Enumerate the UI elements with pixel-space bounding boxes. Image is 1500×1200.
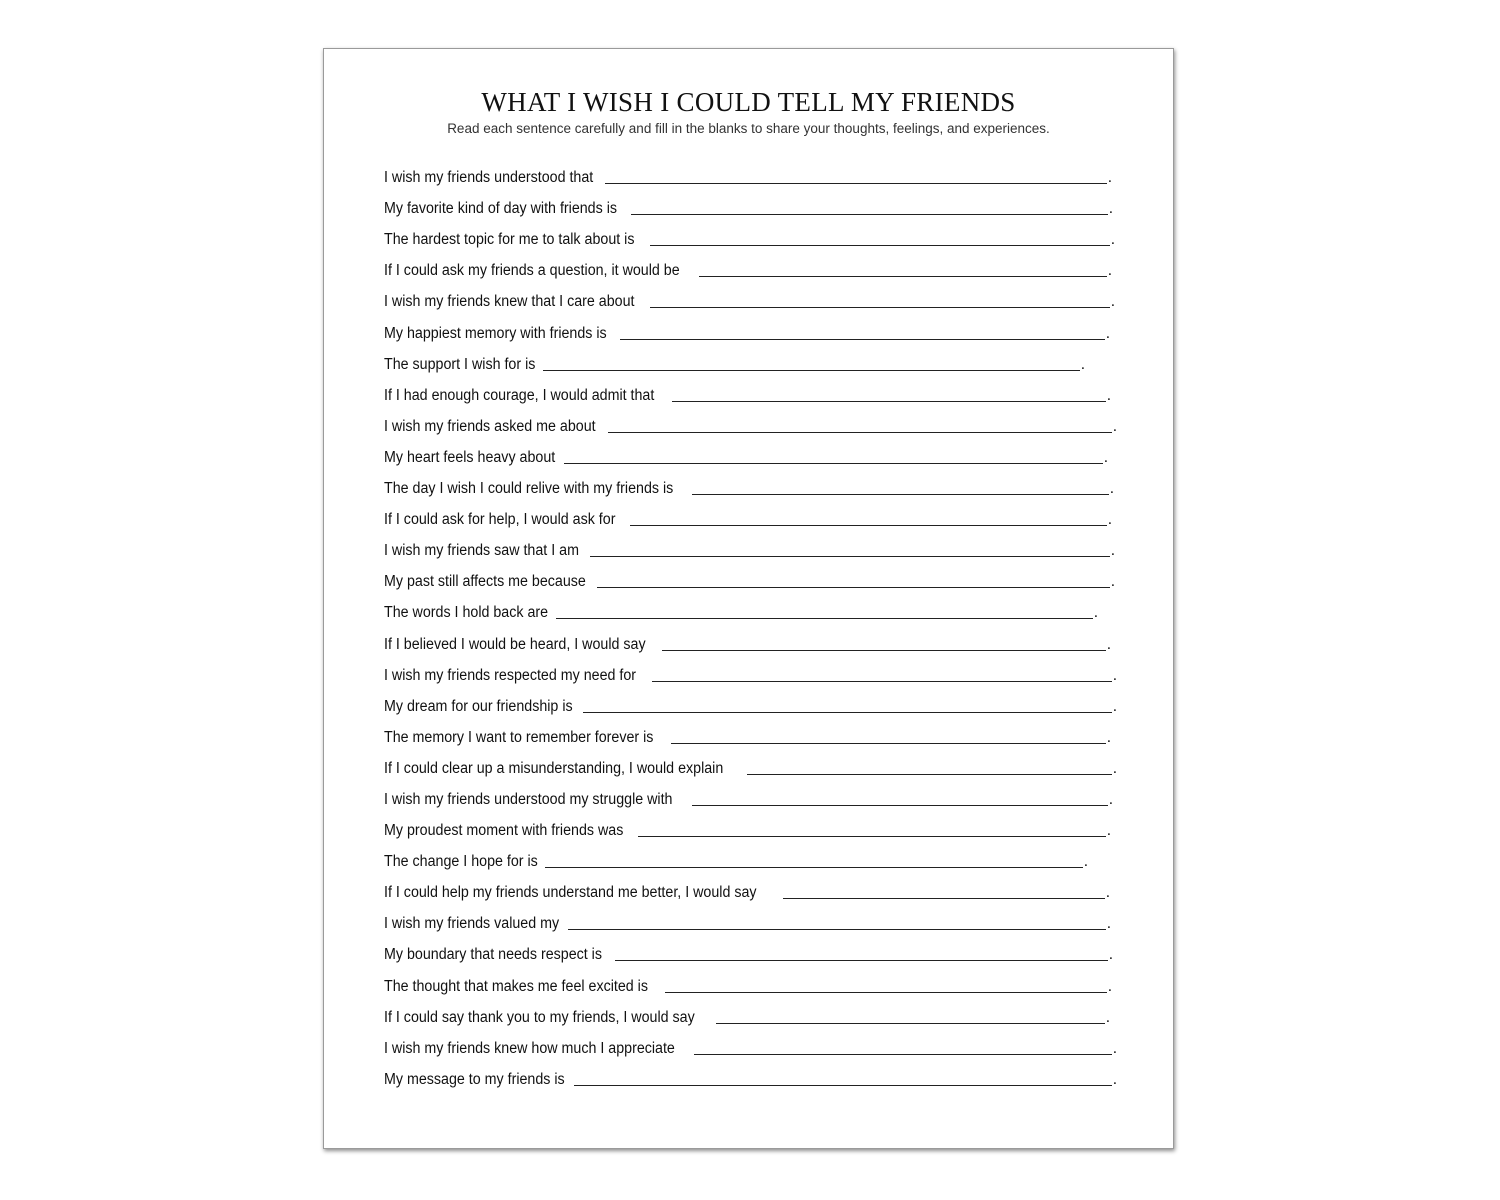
prompt-text: The change I hope for is [384,853,538,871]
sentence-period: . [1107,262,1112,280]
sentence-period: . [1106,386,1111,404]
sentence-period: . [1105,324,1110,342]
fill-in-blank[interactable] [699,275,1106,277]
prompt-row [384,530,1115,561]
prompt-text: I wish my friends asked me about [384,417,596,435]
prompt-text: If I could say thank you to my friends, I would say [384,1008,695,1026]
fill-in-blank[interactable] [605,182,1106,184]
prompt-row [384,437,1115,468]
fill-in-blank[interactable] [650,244,1109,246]
fill-in-blank[interactable] [694,1053,1112,1055]
sentence-period: . [1093,604,1098,622]
sentence-period: . [1083,853,1088,871]
sentence-period: . [1112,697,1117,715]
prompt-text: If I could clear up a misunderstanding, I would explain [384,759,724,777]
prompt-row [384,655,1115,686]
prompt-text: My proudest moment with friends was [384,822,624,840]
prompt-text: The words I hold back are [384,604,549,622]
sentence-period: . [1107,169,1112,187]
fill-in-blank[interactable] [665,991,1107,993]
sentence-period: . [1106,822,1111,840]
prompt-row [384,468,1115,499]
prompt-text: My dream for our friendship is [384,697,573,715]
sentence-period: . [1107,977,1112,995]
sentence-period: . [1110,231,1115,249]
fill-in-blank[interactable] [662,649,1105,651]
prompt-text: The support I wish for is [384,355,536,373]
fill-in-blank[interactable] [543,369,1080,371]
sentence-period: . [1110,573,1115,591]
prompt-text: My message to my friends is [384,1070,565,1088]
fill-in-blank[interactable] [545,866,1083,868]
fill-in-blank[interactable] [597,586,1109,588]
prompt-row [384,344,1115,375]
prompt-text: If I believed I would be heard, I would say [384,635,646,653]
prompt-text: If I had enough courage, I would admit that [384,386,655,404]
prompt-text: My heart feels heavy about [384,448,556,466]
sentence-period: . [1110,542,1115,560]
fill-in-blank[interactable] [630,524,1107,526]
prompt-row [384,281,1115,312]
fill-in-blank[interactable] [692,493,1108,495]
prompt-row [384,841,1115,872]
fill-in-blank[interactable] [556,617,1092,619]
fill-in-blank[interactable] [692,804,1108,806]
prompt-text: I wish my friends valued my [384,915,560,933]
prompt-row [384,965,1115,996]
prompt-row [384,1028,1115,1059]
prompt-row [384,717,1115,748]
fill-in-blank[interactable] [672,400,1106,402]
prompt-row [384,779,1115,810]
prompt-list [384,157,1115,1090]
sentence-period: . [1108,200,1113,218]
prompt-row [384,157,1115,188]
sentence-period: . [1106,635,1111,653]
fill-in-blank[interactable] [615,959,1108,961]
worksheet-page [323,48,1174,1149]
sentence-period: . [1112,666,1117,684]
prompt-row [384,748,1115,779]
sentence-period: . [1103,448,1108,466]
prompt-row [384,406,1115,437]
sentence-period: . [1112,1039,1117,1057]
prompt-row [384,499,1115,530]
prompt-text: My favorite kind of day with friends is [384,200,618,218]
prompt-row [384,375,1115,406]
prompt-row [384,312,1115,343]
prompt-row [384,623,1115,654]
prompt-text: I wish my friends understood that [384,169,594,187]
prompt-text: The memory I want to remember forever is [384,728,654,746]
sentence-period: . [1105,1008,1110,1026]
sentence-period: . [1107,511,1112,529]
prompt-text: My happiest memory with friends is [384,324,607,342]
sentence-period: . [1108,790,1113,808]
sentence-period: . [1112,1070,1117,1088]
prompt-row [384,934,1115,965]
prompt-row [384,810,1115,841]
prompt-text: The day I wish I could relive with my friends is [384,480,674,498]
prompt-text: My boundary that needs respect is [384,946,602,964]
fill-in-blank[interactable] [568,928,1105,930]
prompt-text: I wish my friends knew how much I appreciate [384,1039,675,1057]
sentence-period: . [1110,293,1115,311]
sentence-period: . [1112,759,1117,777]
prompt-text: If I could help my friends understand me better, I would say [384,884,757,902]
fill-in-blank[interactable] [783,897,1105,899]
sentence-period: . [1109,480,1114,498]
fill-in-blank[interactable] [650,306,1109,308]
prompt-row [384,219,1115,250]
fill-in-blank[interactable] [574,1084,1111,1086]
prompt-text: If I could ask my friends a question, it would be [384,262,680,280]
worksheet-instructions: Read each sentence carefully and fill in the blanks to share your thoughts, feelings, and experiences. [447,121,1050,136]
prompt-row [384,872,1115,903]
prompt-row [384,686,1115,717]
prompt-text: The thought that makes me feel excited is [384,977,648,995]
fill-in-blank[interactable] [583,711,1112,713]
prompt-text: If I could ask for help, I would ask for [384,511,616,529]
fill-in-blank[interactable] [747,773,1112,775]
fill-in-blank[interactable] [652,680,1112,682]
prompt-row [384,1059,1115,1090]
fill-in-blank[interactable] [671,742,1106,744]
fill-in-blank[interactable] [620,338,1105,340]
sentence-period: . [1080,355,1085,373]
prompt-row [384,997,1115,1028]
prompt-row [384,561,1115,592]
prompt-row [384,188,1115,219]
prompt-text: I wish my friends knew that I care about [384,293,635,311]
prompt-text: My past still affects me because [384,573,586,591]
fill-in-blank[interactable] [638,835,1106,837]
prompt-row [384,903,1115,934]
sentence-period: . [1106,728,1111,746]
sentence-period: . [1106,915,1111,933]
fill-in-blank[interactable] [608,431,1112,433]
worksheet-title: WHAT I WISH I COULD TELL MY FRIENDS [481,87,1016,117]
sentence-period: . [1108,946,1113,964]
sentence-period: . [1105,884,1110,902]
prompt-text: I wish my friends saw that I am [384,542,579,560]
prompt-row [384,592,1115,623]
prompt-text: I wish my friends understood my struggle with [384,790,673,808]
prompt-row [384,250,1115,281]
sentence-period: . [1112,417,1117,435]
fill-in-blank[interactable] [716,1022,1105,1024]
fill-in-blank[interactable] [590,555,1110,557]
fill-in-blank[interactable] [564,462,1103,464]
prompt-text: The hardest topic for me to talk about is [384,231,635,249]
fill-in-blank[interactable] [631,213,1107,215]
prompt-text: I wish my friends respected my need for [384,666,637,684]
